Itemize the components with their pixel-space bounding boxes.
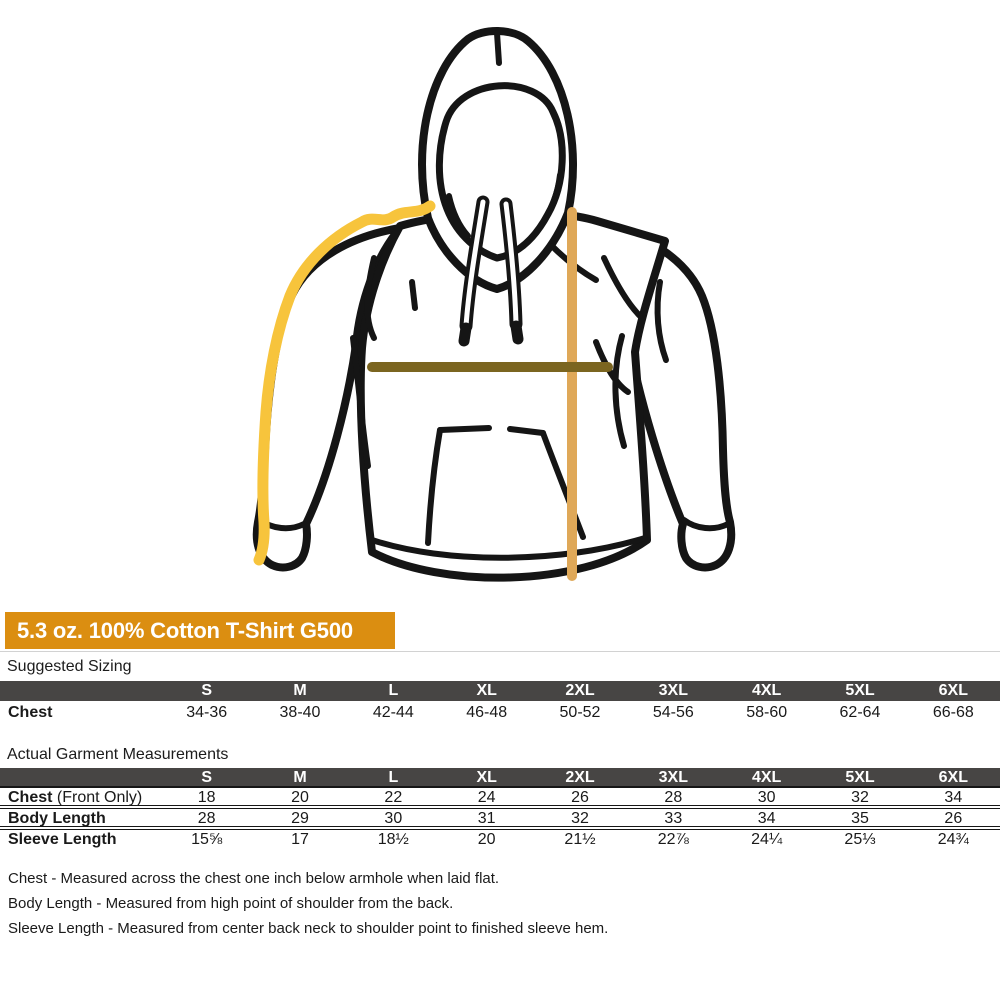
size-header: 3XL (658, 682, 688, 699)
value-cell: 58-60 (746, 704, 788, 721)
value-cell: 24 (477, 789, 496, 806)
size-header: 4XL (751, 769, 782, 786)
size-header-row (0, 681, 1000, 701)
footnote-sleeve-length: Sleeve Length - Measured from center back neck to shoulder point to finished sleeve hem. (8, 920, 609, 937)
value-cell: 26 (571, 789, 589, 806)
value-cell: 26 (944, 810, 963, 827)
value-cell: 28 (197, 810, 216, 827)
table-row-sleeve-length (0, 830, 1000, 851)
size-header: 6XL (938, 682, 968, 699)
size-header: M (293, 769, 307, 786)
value-cell: 54-56 (652, 704, 694, 721)
value-cell: 25⅓ (844, 831, 876, 848)
footnote-chest: Chest - Measured across the chest one inch below armhole when laid flat. (8, 870, 500, 887)
size-header: M (293, 682, 307, 699)
value-cell: 22 (384, 789, 403, 806)
value-cell: 42-44 (372, 704, 414, 721)
value-cell: 15⅝ (191, 831, 223, 848)
value-cell: 21½ (564, 831, 596, 848)
size-header: 2XL (565, 682, 595, 699)
size-header: 6XL (938, 769, 968, 786)
value-cell: 35 (851, 810, 869, 827)
value-cell: 28 (664, 789, 683, 806)
value-cell: 38-40 (279, 704, 321, 721)
row-label: Body Length (8, 810, 106, 827)
row-label: Chest (Front Only) (8, 789, 143, 806)
header-spacer (0, 768, 160, 788)
value-cell: 34 (757, 810, 776, 827)
value-cell: 32 (851, 789, 869, 806)
size-header: S (201, 682, 212, 699)
row-label: Sleeve Length (8, 831, 117, 848)
table-row-body-length (0, 809, 1000, 830)
table-row-chest-front-only (0, 788, 1000, 809)
value-cell: 50-52 (559, 704, 601, 721)
header-spacer (0, 681, 160, 701)
value-cell: 24¼ (751, 831, 783, 848)
size-header: L (388, 769, 399, 786)
size-header: 2XL (565, 769, 595, 786)
suggested-sizing-table (0, 681, 1000, 725)
garment-measurements-table (0, 768, 1000, 851)
size-header: L (388, 682, 399, 699)
footnote-body-length: Body Length - Measured from high point of shoulder from the back. (8, 895, 454, 912)
value-cell: 34-36 (186, 704, 228, 721)
size-header: 5XL (845, 682, 875, 699)
value-cell: 33 (664, 810, 683, 827)
value-cell: 34 (944, 789, 963, 806)
size-header: 3XL (658, 769, 688, 786)
value-cell: 20 (477, 831, 496, 848)
value-cell: 62-64 (839, 704, 881, 721)
suggested-sizing-title: Suggested Sizing (7, 658, 132, 675)
value-cell: 32 (571, 810, 589, 827)
value-cell: 20 (291, 789, 309, 806)
value-cell: 18½ (377, 831, 409, 848)
product-banner-label: 5.3 oz. 100% Cotton T-Shirt G500 (17, 618, 353, 643)
value-cell: 46-48 (466, 704, 508, 721)
size-header: 4XL (751, 682, 782, 699)
hood-top-seam (497, 33, 499, 63)
value-cell: 29 (291, 810, 309, 827)
value-cell: 30 (757, 789, 776, 806)
value-cell: 24¾ (937, 831, 969, 848)
value-cell: 22⅞ (657, 831, 689, 848)
left-aglet (464, 328, 466, 341)
size-header: 5XL (845, 769, 875, 786)
size-header-row (0, 768, 1000, 788)
size-header: XL (476, 769, 497, 786)
right-aglet (516, 326, 518, 339)
product-banner (5, 612, 395, 649)
size-header: XL (476, 682, 497, 699)
measurement-footnotes (8, 866, 608, 941)
row-label: Chest (8, 704, 53, 721)
divider-line (0, 651, 1000, 652)
table-row-chest (0, 701, 1000, 725)
value-cell: 30 (384, 810, 403, 827)
value-cell: 17 (291, 831, 309, 848)
value-cell: 31 (477, 810, 496, 827)
value-cell: 66-68 (932, 704, 974, 721)
value-cell: 18 (197, 789, 216, 806)
garment-measurements-title: Actual Garment Measurements (7, 746, 229, 763)
size-header: S (201, 769, 212, 786)
